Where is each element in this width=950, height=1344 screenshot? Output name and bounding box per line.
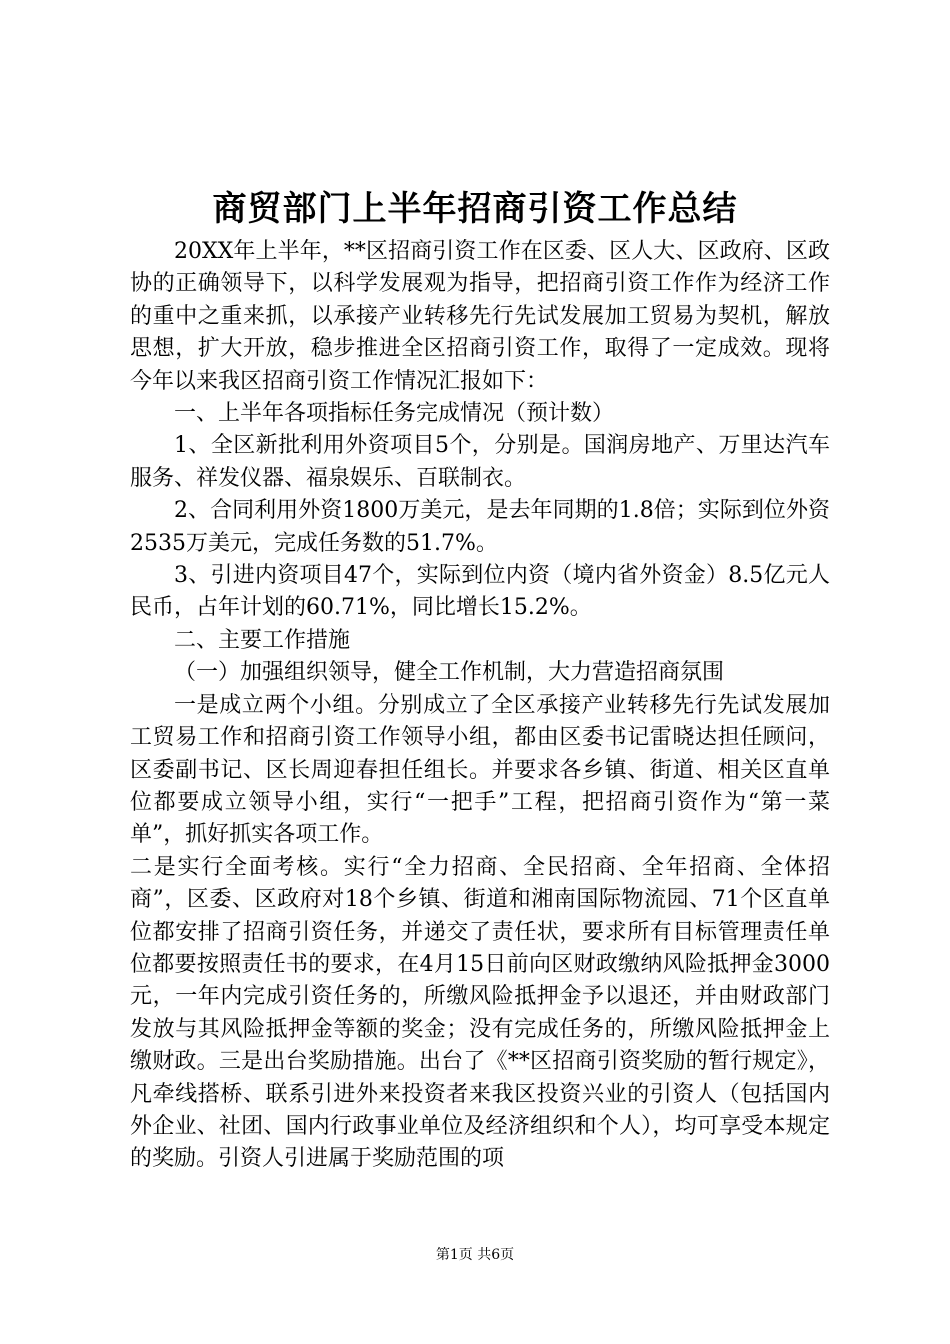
- paragraph-item-1: 1、全区新批利用外资项目5个，分别是。国润房地产、万里达汽车服务、祥发仪器、福泉娱乐、百联制衣。: [130, 433, 830, 491]
- paragraph-measure-1: 一是成立两个小组。分别成立了全区承接产业转移先行先试发展加工贸易工作和招商引资工作领导小组，都由区委书记雷晓达担任顾问，区委副书记、区长周迎春担任组长。并要求各乡镇、街道、相关区直单位都要成立领导小组，实行“一把手”工程，把招商引资作为“第一菜单”，抓好抓实各项工作。: [130, 692, 830, 848]
- document-body: [130, 236, 830, 1176]
- paragraph-measure-2: 二是实行全面考核。实行“全力招商、全民招商、全年招商、全体招商”，区委、区政府对18个乡镇、街道和湘南国际物流园、71个区直单位都安排了招商引资任务，并递交了责任状，要求所有目标管理责任单位都要按照责任书的要求，在4月15日前向区财政缴纳风险抵押金3000元，一年内完成引资任务的，所缴风险抵押金予以退还，并由财政部门发放与其风险抵押金等额的奖金；没有完成任务的，所缴风险抵押金上缴财政。三是出台奖励措施。出台了《**区招商引资奖励的暂行规定》，凡牵线搭桥、联系引进外来投资者来我区投资兴业的引资人（包括国内外企业、社团、国内行政事业单位及经济组织和个人），均可享受本规定的奖励。引资人引进属于奖励范围的项: [130, 854, 830, 1172]
- subsection-heading-1: （一）加强组织领导，健全工作机制，大力营造招商氛围: [174, 660, 725, 686]
- page-number-footer: 第1页 共6页: [435, 1247, 515, 1263]
- section-heading-1: 一、上半年各项指标任务完成情况（预计数）: [174, 401, 615, 427]
- paragraph-item-2: 2、合同利用外资1800万美元，是去年同期的1.8倍；实际到位外资2535万美元，完成任务数的51.7%。: [130, 498, 830, 556]
- section-heading-2: 二、主要工作措施: [174, 627, 351, 653]
- document-title: 商贸部门上半年招商引资工作总结: [212, 189, 738, 229]
- paragraph-intro: 20XX年上半年，**区招商引资工作在区委、区人大、区政府、区政协的正确领导下，以科学发展观为指导，把招商引资工作作为经济工作的重中之重来抓，以承接产业转移先行先试发展加工贸易为契机，解放思想，扩大开放，稳步推进全区招商引资工作，取得了一定成效。现将今年以来我区招商引资工作情况汇报如下：: [130, 239, 830, 394]
- paragraph-item-3: 3、引进内资项目47个，实际到位内资（境内省外资金）8.5亿元人民币，占年计划的60.71%，同比增长15.2%。: [130, 563, 830, 621]
